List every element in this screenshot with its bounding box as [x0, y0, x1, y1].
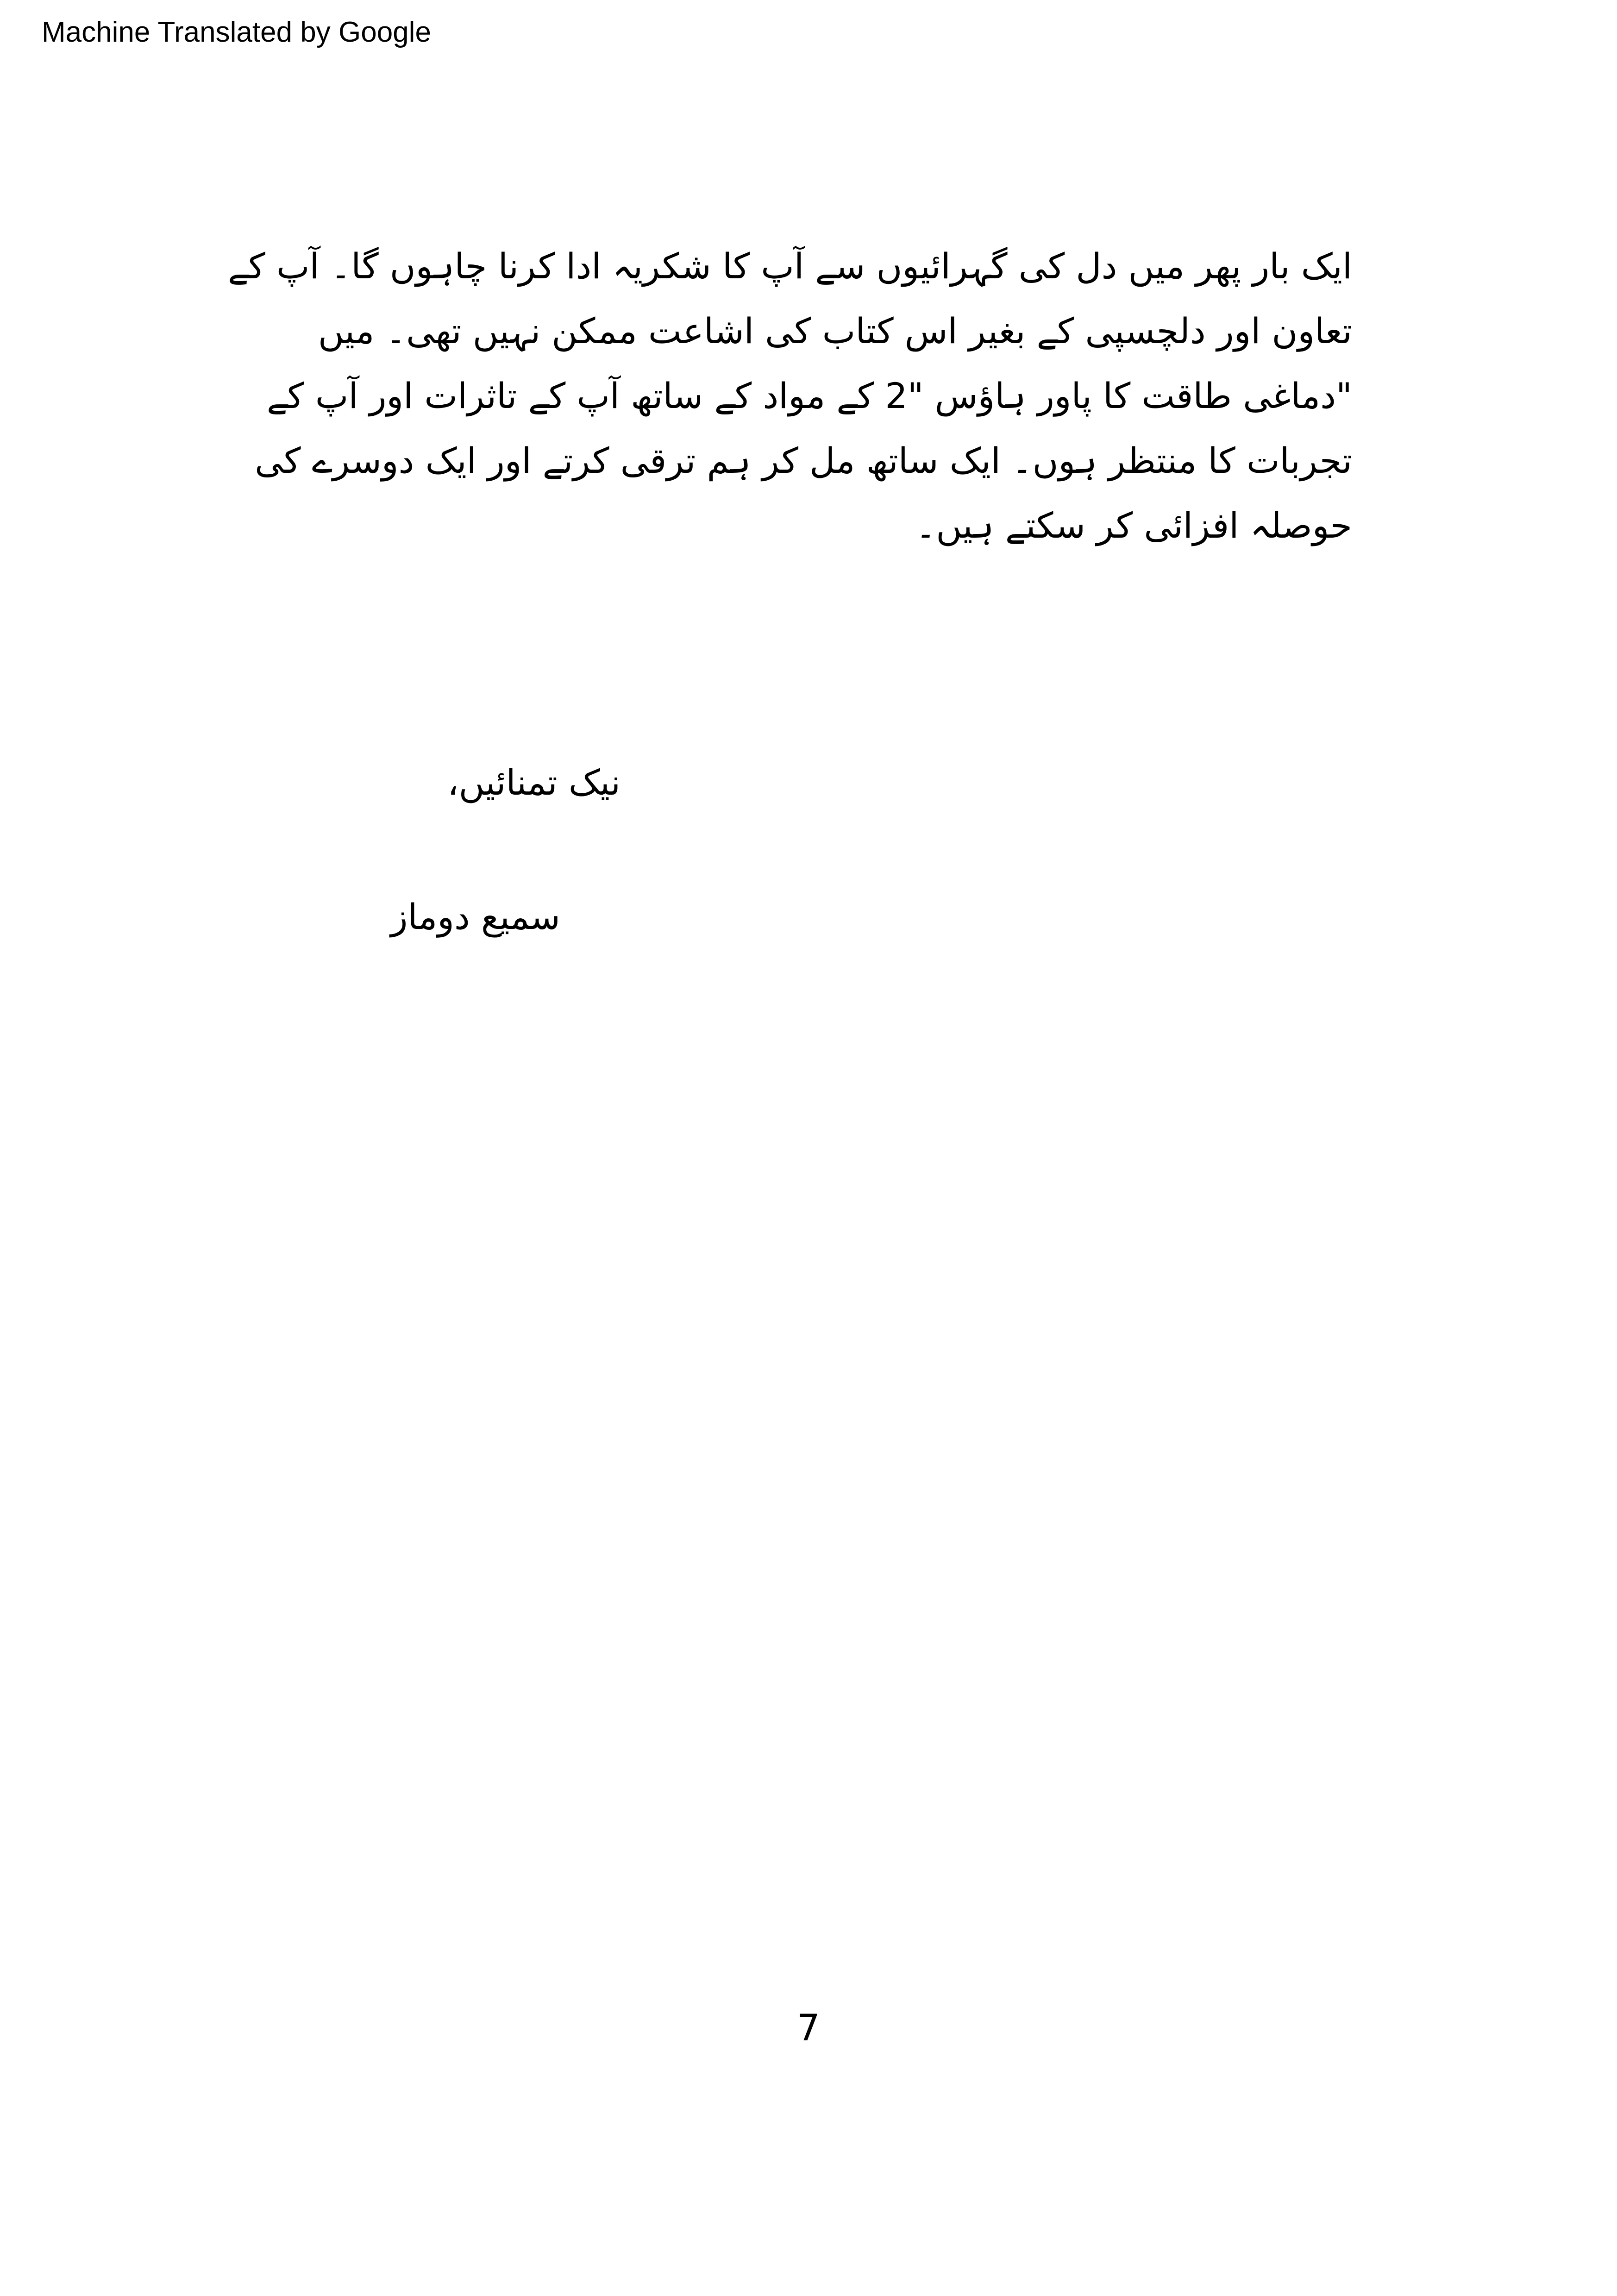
letter-paragraph — [228, 234, 1352, 558]
paragraph-line: ایک بار پھر میں دل کی گہرائیوں سے آپ کا شکریہ ادا کرنا چاہوں گا۔ آپ کے — [228, 245, 1352, 287]
paragraph-line: تجربات کا منتظر ہوں۔ ایک ساتھ مل کر ہم ترقی کرتے اور ایک دوسرے کی — [255, 440, 1352, 481]
closing-greeting: نیک تمنائیں، — [447, 762, 620, 803]
author-name: سمیع دوماز — [390, 896, 560, 937]
paragraph-line: حوصلہ افزائی کر سکتے ہیں۔ — [915, 505, 1352, 546]
paragraph-line: تعاون اور دلچسپی کے بغیر اس کتاب کی اشاعت ممکن نہیں تھی۔ میں — [318, 310, 1352, 351]
page-number: 7 — [797, 2007, 820, 2049]
machine-translation-note: Machine Translated by Google — [42, 16, 431, 48]
paragraph-line: "دماغی طاقت کا پاور ہاؤس "2 کے مواد کے ساتھ آپ کے تاثرات اور آپ کے — [267, 375, 1352, 416]
